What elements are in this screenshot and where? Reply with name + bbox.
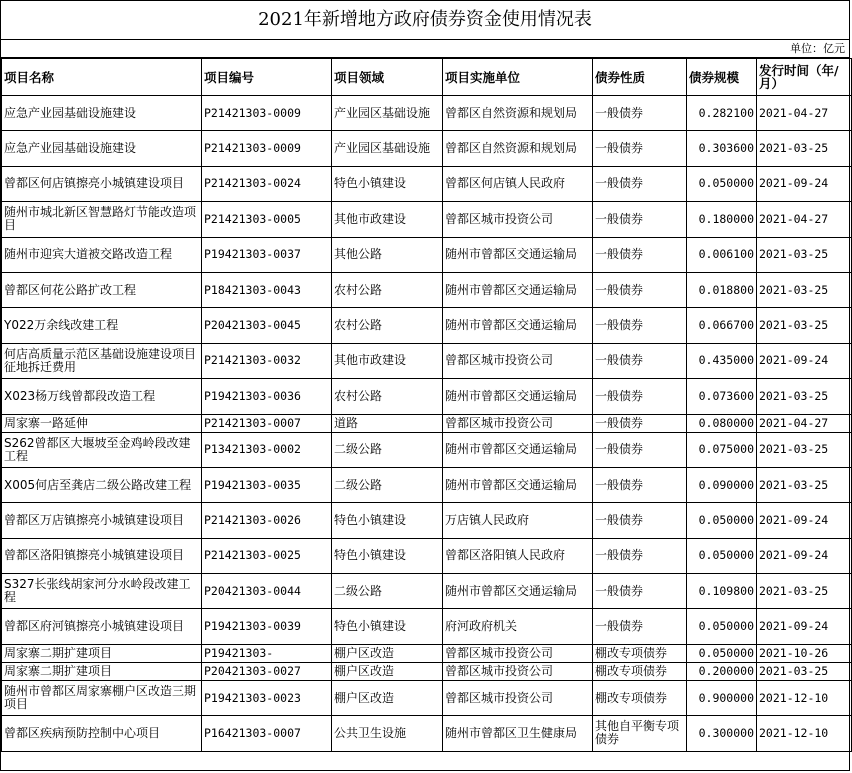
cell-project-name: 周家寨二期扩建项目 [2,662,202,680]
cell-implementing-unit: 曾都区城市投资公司 [443,680,593,715]
cell-bond-nature: 一般债券 [593,166,687,201]
cell-issue-date: 2021-09-24 [757,609,852,644]
cell-bond-nature: 一般债券 [593,272,687,307]
cell-issue-date: 2021-09-24 [757,343,852,378]
cell-project-field: 产业园区基础设施 [332,96,443,131]
cell-implementing-unit: 随州市曾都区交通运输局 [443,237,593,272]
table-row [2,716,852,751]
cell-project-name: 曾都区洛阳镇擦亮小城镇建设项目 [2,538,202,573]
cell-issue-date: 2021-03-25 [757,379,852,414]
cell-project-field: 棚户区改造 [332,644,443,662]
cell-issue-date: 2021-04-27 [757,96,852,131]
cell-bond-scale: 0.018800 [687,272,757,307]
cell-issue-date: 2021-09-24 [757,166,852,201]
cell-project-field: 道路 [332,414,443,432]
cell-project-field: 特色小镇建设 [332,609,443,644]
cell-issue-date: 2021-09-24 [757,538,852,573]
cell-bond-nature: 一般债券 [593,432,687,467]
cell-project-field: 其他公路 [332,237,443,272]
cell-bond-nature: 棚改专项债券 [593,662,687,680]
header-project-field: 项目领域 [332,59,443,96]
cell-project-name: S327长张线胡家河分水岭段改建工程 [2,574,202,609]
cell-implementing-unit: 随州市曾都区交通运输局 [443,574,593,609]
cell-project-code: P21421303-0025 [202,538,332,573]
cell-project-field: 其他市政建设 [332,343,443,378]
cell-issue-date: 2021-03-25 [757,131,852,166]
cell-project-field: 二级公路 [332,432,443,467]
cell-bond-nature: 一般债券 [593,574,687,609]
cell-project-code: P16421303-0007 [202,716,332,751]
cell-bond-scale: 0.303600 [687,131,757,166]
cell-bond-nature: 一般债券 [593,609,687,644]
cell-project-name: Y022万余线改建工程 [2,308,202,343]
table-row [2,644,852,662]
report-title: 2021年新增地方政府债券资金使用情况表 [1,1,849,40]
cell-bond-nature: 一般债券 [593,131,687,166]
cell-issue-date: 2021-03-25 [757,432,852,467]
cell-bond-scale: 0.900000 [687,680,757,715]
cell-implementing-unit: 曾都区城市投资公司 [443,343,593,378]
cell-issue-date: 2021-03-25 [757,308,852,343]
cell-project-field: 农村公路 [332,308,443,343]
cell-project-code: P21421303-0032 [202,343,332,378]
cell-issue-date: 2021-04-27 [757,202,852,237]
cell-project-field: 棚户区改造 [332,662,443,680]
cell-bond-scale: 0.050000 [687,166,757,201]
cell-project-field: 农村公路 [332,379,443,414]
cell-implementing-unit: 随州市曾都区交通运输局 [443,272,593,307]
cell-bond-scale: 0.006100 [687,237,757,272]
cell-issue-date: 2021-10-26 [757,644,852,662]
cell-project-code: P21421303-0026 [202,503,332,538]
cell-project-code: P21421303-0007 [202,414,332,432]
cell-project-name: X005何店至龚店二级公路改建工程 [2,467,202,502]
cell-bond-nature: 一般债券 [593,202,687,237]
unit-label: 单位：亿元 [1,40,849,58]
cell-bond-scale: 0.050000 [687,538,757,573]
table-row [2,343,852,378]
cell-project-code: P19421303- [202,644,332,662]
cell-project-code: P18421303-0043 [202,272,332,307]
table-row [2,237,852,272]
cell-project-name: 随州市迎宾大道被交路改造工程 [2,237,202,272]
cell-project-code: P21421303-0009 [202,131,332,166]
cell-bond-nature: 一般债券 [593,414,687,432]
header-bond-scale: 债券规模 [687,59,757,96]
cell-issue-date: 2021-03-25 [757,272,852,307]
cell-bond-nature: 一般债券 [593,467,687,502]
cell-bond-scale: 0.435000 [687,343,757,378]
cell-project-code: P21421303-0024 [202,166,332,201]
cell-bond-scale: 0.300000 [687,716,757,751]
cell-bond-scale: 0.050000 [687,644,757,662]
cell-implementing-unit: 府河政府机关 [443,609,593,644]
cell-project-code: P19421303-0037 [202,237,332,272]
cell-project-name: 周家寨二期扩建项目 [2,644,202,662]
cell-implementing-unit: 曾都区洛阳镇人民政府 [443,538,593,573]
cell-bond-nature: 一般债券 [593,96,687,131]
cell-project-name: 曾都区何花公路扩改工程 [2,272,202,307]
cell-project-field: 公共卫生设施 [332,716,443,751]
cell-bond-scale: 0.066700 [687,308,757,343]
header-project-name: 项目名称 [2,59,202,96]
cell-project-name: 曾都区疾病预防控制中心项目 [2,716,202,751]
cell-project-name: 应急产业园基础设施建设 [2,96,202,131]
cell-issue-date: 2021-12-10 [757,680,852,715]
header-issue-date: 发行时间（年/月） [757,59,852,96]
cell-project-field: 棚户区改造 [332,680,443,715]
table-row [2,379,852,414]
cell-implementing-unit: 万店镇人民政府 [443,503,593,538]
cell-bond-scale: 0.050000 [687,503,757,538]
cell-implementing-unit: 曾都区城市投资公司 [443,662,593,680]
table-row [2,272,852,307]
table-body [2,96,852,752]
cell-project-field: 特色小镇建设 [332,166,443,201]
cell-project-field: 农村公路 [332,272,443,307]
cell-bond-scale: 0.109800 [687,574,757,609]
table-row [2,131,852,166]
cell-bond-nature: 一般债券 [593,343,687,378]
cell-implementing-unit: 随州市曾都区交通运输局 [443,467,593,502]
cell-project-code: P19421303-0023 [202,680,332,715]
cell-project-field: 二级公路 [332,467,443,502]
cell-issue-date: 2021-12-10 [757,716,852,751]
table-row [2,503,852,538]
table-row [2,574,852,609]
cell-bond-nature: 一般债券 [593,379,687,414]
cell-issue-date: 2021-04-27 [757,414,852,432]
table-row [2,166,852,201]
cell-project-code: P21421303-0005 [202,202,332,237]
cell-bond-nature: 其他自平衡专项债券 [593,716,687,751]
cell-bond-scale: 0.180000 [687,202,757,237]
table-row [2,609,852,644]
cell-project-name: 曾都区何店镇擦亮小城镇建设项目 [2,166,202,201]
cell-project-field: 其他市政建设 [332,202,443,237]
table-row [2,680,852,715]
table-row [2,96,852,131]
cell-implementing-unit: 随州市曾都区卫生健康局 [443,716,593,751]
cell-issue-date: 2021-03-25 [757,574,852,609]
cell-project-name: 曾都区府河镇擦亮小城镇建设项目 [2,609,202,644]
cell-implementing-unit: 曾都区城市投资公司 [443,644,593,662]
cell-implementing-unit: 曾都区城市投资公司 [443,414,593,432]
cell-project-code: P20421303-0044 [202,574,332,609]
cell-project-name: 曾都区万店镇擦亮小城镇建设项目 [2,503,202,538]
table-row [2,538,852,573]
table-row [2,202,852,237]
cell-bond-scale: 0.080000 [687,414,757,432]
cell-project-name: 周家寨一路延伸 [2,414,202,432]
table-row [2,308,852,343]
cell-project-name: 应急产业园基础设施建设 [2,131,202,166]
cell-bond-nature: 棚改专项债券 [593,644,687,662]
cell-issue-date: 2021-09-24 [757,503,852,538]
cell-project-code: P13421303-0002 [202,432,332,467]
cell-implementing-unit: 曾都区城市投资公司 [443,202,593,237]
table-row [2,414,852,432]
cell-project-name: 随州市城北新区智慧路灯节能改造项目 [2,202,202,237]
cell-implementing-unit: 曾都区自然资源和规划局 [443,96,593,131]
cell-project-code: P21421303-0009 [202,96,332,131]
cell-bond-scale: 0.090000 [687,467,757,502]
cell-implementing-unit: 随州市曾都区交通运输局 [443,308,593,343]
cell-implementing-unit: 曾都区何店镇人民政府 [443,166,593,201]
cell-project-name: 何店高质量示范区基础设施建设项目征地拆迁费用 [2,343,202,378]
cell-bond-nature: 一般债券 [593,237,687,272]
cell-bond-scale: 0.075000 [687,432,757,467]
cell-bond-scale: 0.200000 [687,662,757,680]
cell-bond-nature: 棚改专项债券 [593,680,687,715]
table-row [2,432,852,467]
cell-bond-scale: 0.282100 [687,96,757,131]
cell-project-code: P20421303-0027 [202,662,332,680]
bond-usage-table [1,58,852,752]
cell-project-code: P19421303-0036 [202,379,332,414]
cell-bond-nature: 一般债券 [593,308,687,343]
cell-implementing-unit: 曾都区自然资源和规划局 [443,131,593,166]
header-row [2,59,852,96]
cell-bond-nature: 一般债券 [593,538,687,573]
cell-bond-nature: 一般债券 [593,503,687,538]
cell-project-field: 二级公路 [332,574,443,609]
cell-issue-date: 2021-03-25 [757,662,852,680]
cell-project-field: 特色小镇建设 [332,538,443,573]
cell-project-name: X023杨万线曾都段改造工程 [2,379,202,414]
cell-implementing-unit: 随州市曾都区交通运输局 [443,432,593,467]
table-row [2,662,852,680]
cell-issue-date: 2021-03-25 [757,467,852,502]
cell-bond-scale: 0.073600 [687,379,757,414]
cell-project-name: S262曾都区大堰坡至金鸡岭段改建工程 [2,432,202,467]
header-project-code: 项目编号 [202,59,332,96]
header-implementing-unit: 项目实施单位 [443,59,593,96]
header-bond-nature: 债券性质 [593,59,687,96]
cell-implementing-unit: 随州市曾都区交通运输局 [443,379,593,414]
cell-project-name: 随州市曾都区周家寨棚户区改造三期项目 [2,680,202,715]
table-row [2,467,852,502]
cell-project-field: 特色小镇建设 [332,503,443,538]
cell-project-code: P19421303-0035 [202,467,332,502]
cell-project-field: 产业园区基础设施 [332,131,443,166]
cell-bond-scale: 0.050000 [687,609,757,644]
cell-issue-date: 2021-03-25 [757,237,852,272]
cell-project-code: P19421303-0039 [202,609,332,644]
cell-project-code: P20421303-0045 [202,308,332,343]
